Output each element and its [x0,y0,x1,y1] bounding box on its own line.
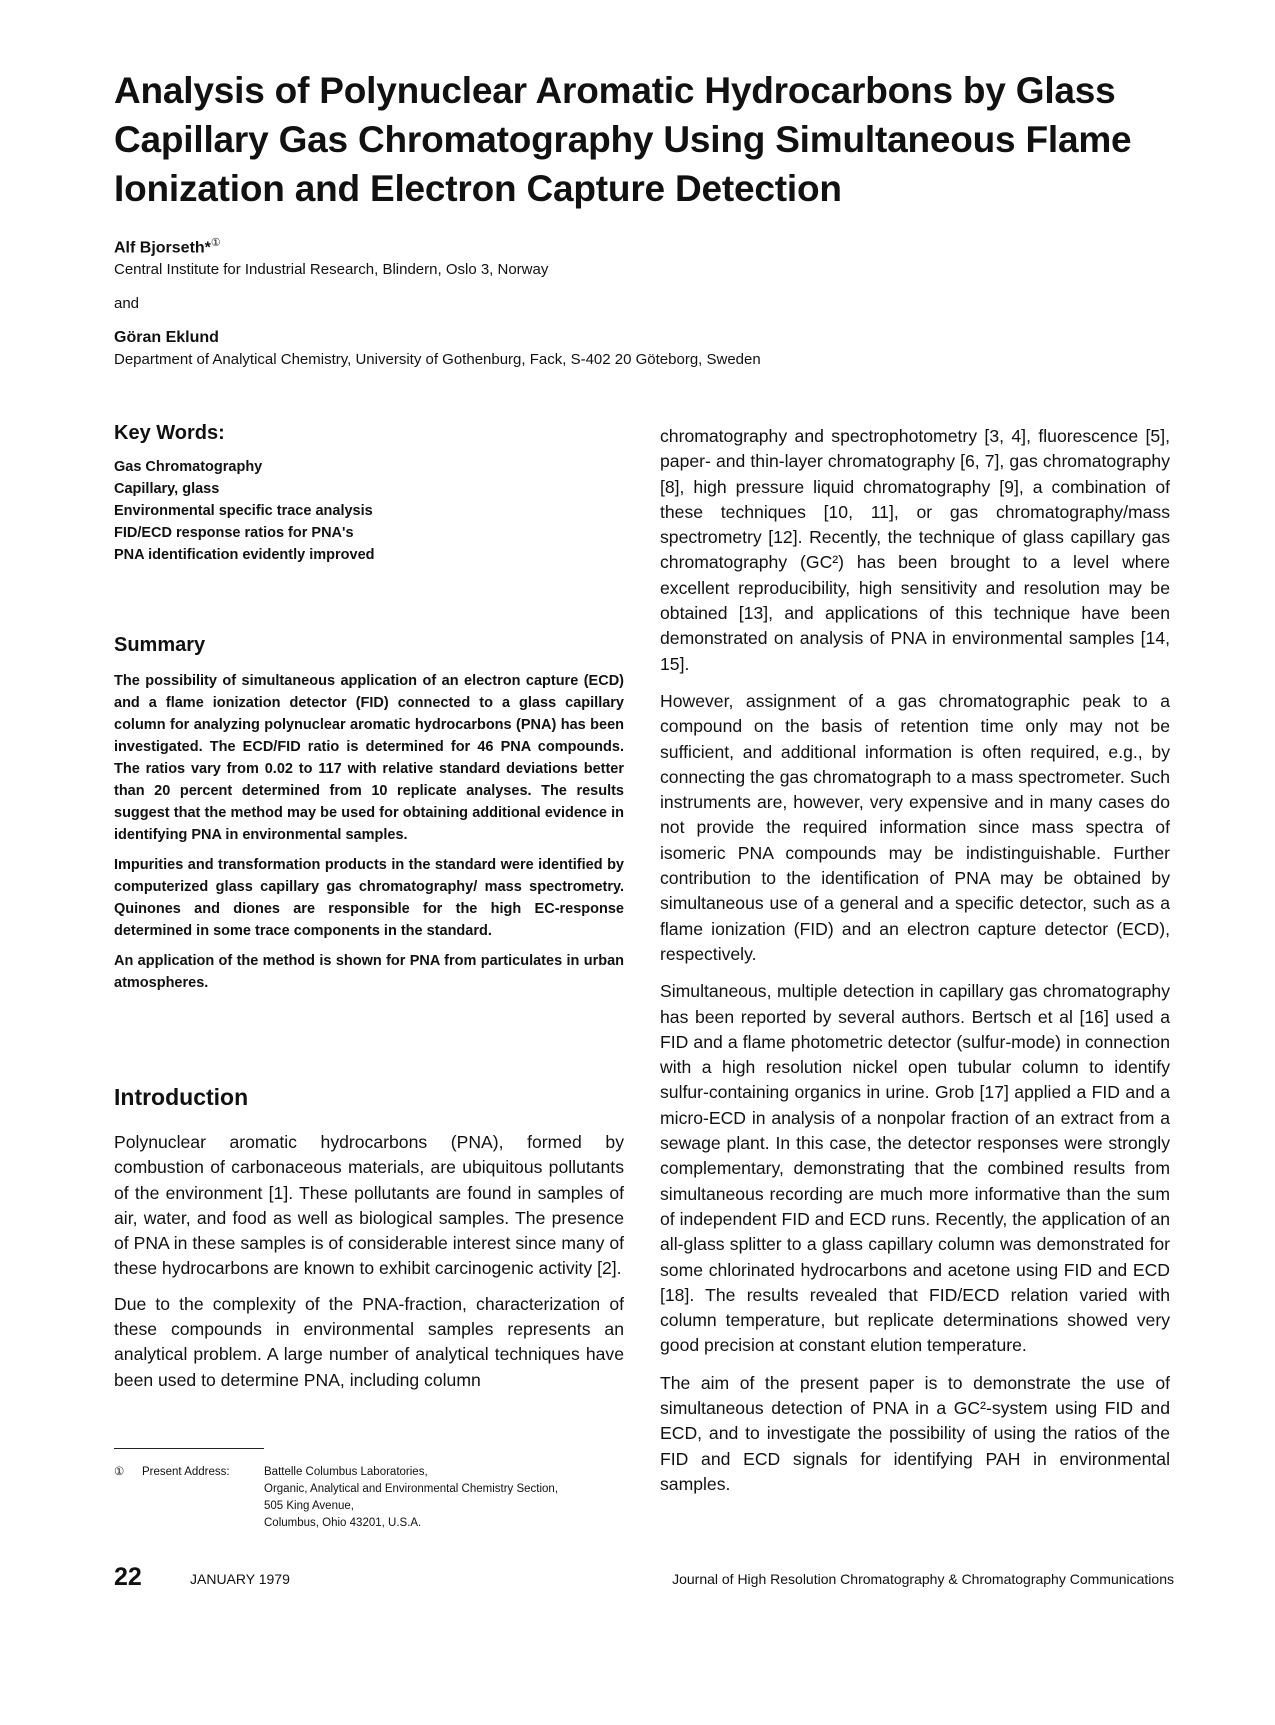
footnote-mark: ① [114,1466,125,1478]
footnote-rule [114,1448,264,1449]
page-number: 22 [114,1563,142,1591]
introduction-heading: Introduction [114,1084,249,1110]
body-paragraph: chromatography and spectrophotometry [3, 4], fluorescence [5], paper- and thin-layer chromatography [6, 7], gas chromatography [8], high pressure liquid chromatography [9], a combination of these techniques [10, 11], or gas chromatography/mass spectrometry [12]. Recently, the technique of glass capillary gas chromatography (GC²) has been brought to a level where excellent reproducibility, high sensitivity and resolution may be obtained [13], and applications of this technique have been demonstrated on analysis of PNA in environmental samples [14, 15]. [660,426,1170,674]
body-paragraph: Simultaneous, multiple detection in capillary gas chromatography has been reported by several authors. Bertsch et al [16] used a FID and a flame photometric detector (sulfur-mode) in connection with a high resolution nickel open tubular column to identify sulfur-containing organics in urine. Grob [17] applied a FID and a micro-ECD in analysis of a nonpolar fraction of an extract from a sewage plant. In this case, the detector responses were strongly complementary, demonstrating that the combined results from simultaneous recording are much more informative than the sum of independent FID and ECD runs. Recently, the application of an all-glass splitter to a glass capillary column was demonstrated for some chlorinated hydrocarbons and acetone using FID and ECD [18]. The results revealed that FID/ECD relation varied with column temperature, but replicate determinations showed very good precision at constant elution temperature. [660,981,1170,1356]
keywords-heading: Key Words: [114,422,225,444]
summary-body [114,670,624,1002]
keywords-list [114,456,624,566]
footnote-line: 505 King Avenue, [264,1500,354,1512]
journal-name: Journal of High Resolution Chromatography & Chromatography Communications [672,1571,1174,1587]
body-paragraph: The aim of the present paper is to demonstrate the use of simultaneous detection of PNA in a GC²-system using FID and ECD, and to investigate the possibility of using the ratios of the FID and ECD signals for identifying PAH in environmental samples. [660,1372,1170,1494]
author-affiliation-1: Central Institute for Industrial Research, Blindern, Oslo 3, Norway [114,261,549,279]
summary-paragraph: The possibility of simultaneous application of an electron capture (ECD) and a flame ionization detector (FID) connected to a glass capillary column for analyzing polynuclear aromatic hydrocarbons (PNA) has been investigated. The ECD/FID ratio is determined for 46 PNA compounds. The ratios vary from 0.02 to 117 with relative standard deviations better than 20 percent determined from 10 replicate analyses. The results suggest that the method may be used for obtaining additional evidence in identifying PNA in environmental samples. [114,673,624,843]
summary-heading: Summary [114,634,206,656]
author-block [114,232,1174,371]
left-column [114,420,624,1529]
footnote [114,1464,634,1532]
keyword-item: Gas Chromatography [114,459,263,475]
issue-date: JANUARY 1979 [190,1571,290,1587]
author-1-footnote-mark: ① [210,237,221,249]
keyword-item: PNA identification evidently improved [114,547,375,563]
page-footer [114,1562,1174,1592]
footnote-line: Organic, Analytical and Environmental Chemistry Section, [264,1483,559,1495]
footnote-line: Columbus, Ohio 43201, U.S.A. [264,1517,422,1529]
author-affiliation-2: Department of Analytical Chemistry, University of Gothenburg, Fack, S-402 20 Göteborg, Sweden [114,351,761,369]
author-name-1 [114,232,1174,259]
keyword-item: Environmental specific trace analysis [114,503,373,519]
summary-paragraph: An application of the method is shown for PNA from particulates in urban atmospheres. [114,953,624,991]
introduction-body [114,1130,624,1403]
body-paragraph: However, assignment of a gas chromatographic peak to a compound on the basis of retention time only may not be sufficient, and additional information is often required, e.g., by connecting the gas chromatograph to a mass spectrometer. Such instruments are, however, very expensive and in many cases do not provide the required information since mass spectra of isomeric PNA compounds may be indistinguishable. Further contribution to the identification of PNA may be obtained by simultaneous use of a general and a specific detector, such as a flame ionization (FID) and an electron capture detector (ECD), respectively. [660,690,1170,964]
introduction-paragraph: Polynuclear aromatic hydrocarbons (PNA), formed by combustion of carbonaceous materials, are ubiquitous pollutants of the environment [1]. These pollutants are found in samples of air, water, and food as well as biological samples. The presence of PNA in these samples is of considerable interest since many of these hydrocarbons are known to exhibit carcinogenic activity [2]. [114,1132,624,1279]
author-1-name-text: Alf Bjorseth* [114,239,211,257]
keyword-item: FID/ECD response ratios for PNA's [114,525,354,541]
author-name-2: Göran Eklund [114,329,219,347]
author-conjunction: and [114,295,140,313]
introduction-paragraph: Due to the complexity of the PNA-fraction, characterization of these compounds in environmental samples represents an analytical problem. A large number of analytical techniques have been used to determine PNA, including column [114,1293,624,1390]
footnote-label: Present Address: [142,1466,230,1478]
right-column [660,424,1170,1509]
footnote-address [264,1464,558,1532]
paper-title: Analysis of Polynuclear Aromatic Hydrocarbons by Glass Capillary Gas Chromatography Using Simultaneous Flame Ionization and Electron Capture Detection [114,70,1132,209]
footnote-line: Battelle Columbus Laboratories, [264,1466,428,1478]
keyword-item: Capillary, glass [114,481,220,497]
summary-paragraph: Impurities and transformation products in the standard were identified by computerized glass capillary gas chromatography/ mass spectrometry. Quinones and diones are responsible for the high EC-response determined in some trace components in the standard. [114,857,624,939]
